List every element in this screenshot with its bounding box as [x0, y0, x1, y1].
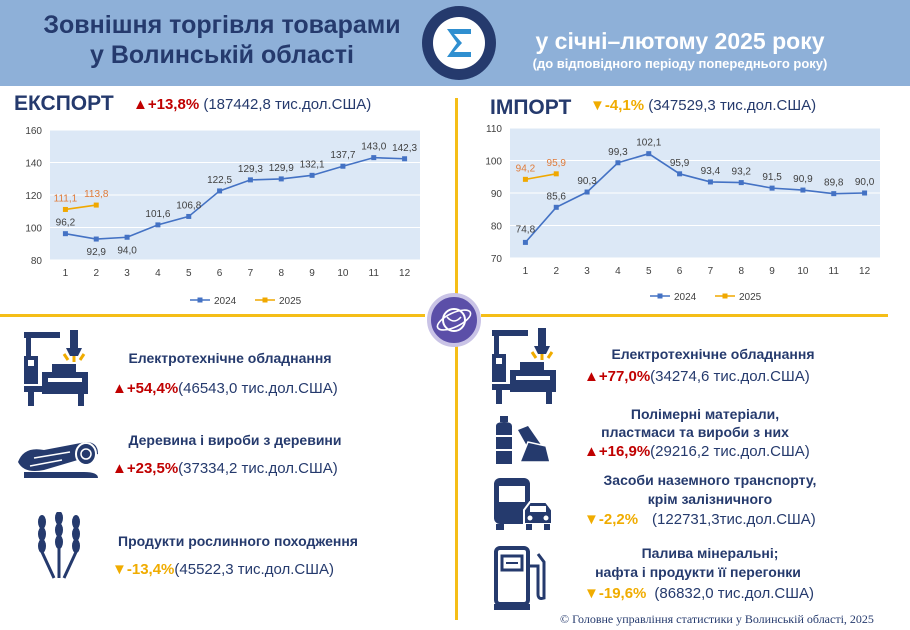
import-item-name [590, 491, 830, 507]
item-amount: (29216,2 тис.дол.США) [650, 443, 810, 460]
y-tick-label: 100 [485, 156, 502, 168]
item-name-line: нафта і продукти її перегонки [595, 564, 801, 580]
import-arrow: ▼ [590, 97, 605, 114]
item-amount: (37334,2 тис.дол.США) [178, 460, 338, 477]
legend-label: 2024 [674, 292, 697, 303]
x-tick-label: 6 [216, 268, 223, 279]
export-chart [10, 120, 430, 310]
data-point [708, 179, 713, 184]
export-item-name: Електротехнічне обладнання [128, 350, 332, 366]
import-item-value [584, 511, 816, 528]
item-change: -2,2% [598, 511, 639, 528]
data-point [186, 214, 191, 219]
x-tick-label: 6 [676, 266, 683, 277]
data-point [739, 180, 744, 185]
x-tick-label: 8 [738, 266, 745, 277]
item-amount: (122731,3тис.дол.США) [652, 511, 816, 528]
data-point [217, 188, 222, 193]
import-item-name [580, 406, 830, 422]
data-point [248, 177, 253, 182]
y-tick-label: 120 [25, 191, 42, 202]
x-tick-label: 7 [247, 268, 254, 279]
data-point [340, 164, 345, 169]
x-tick-label: 7 [707, 266, 714, 277]
legend-marker [658, 294, 663, 299]
machine-icon [18, 326, 94, 408]
down-arrow-icon: ▼ [584, 511, 599, 528]
legend-marker [723, 294, 728, 299]
x-tick-label: 8 [278, 268, 285, 279]
x-tick-label: 9 [309, 268, 315, 279]
item-name-line: пластмаси та вироби з них [601, 424, 789, 440]
import-title: ІМПОРТ [490, 96, 572, 119]
export-item-value [112, 380, 338, 397]
up-arrow-icon: ▲ [112, 460, 127, 477]
export-change: +13,8% [147, 96, 200, 113]
data-label: 129,9 [268, 162, 294, 174]
item-name-line: крім залізничного [647, 491, 773, 507]
import-item-name [588, 564, 808, 580]
legend-label: 2024 [214, 296, 237, 307]
export-title: ЕКСПОРТ [14, 92, 114, 115]
x-tick-label: 5 [645, 266, 652, 277]
y-tick-label: 70 [490, 254, 502, 265]
x-tick-label: 12 [399, 268, 411, 279]
data-point [800, 188, 805, 193]
import-item-name: Електротехнічне обладнання [611, 346, 815, 362]
item-change: +54,4% [126, 380, 179, 397]
down-arrow-icon: ▼ [584, 585, 599, 602]
globe-badge [427, 293, 481, 347]
data-point [125, 235, 130, 240]
data-point [585, 190, 590, 195]
item-name-line: Полімерні матеріали, [630, 406, 780, 422]
data-point [646, 151, 651, 156]
import-chart [470, 118, 890, 306]
data-point [279, 176, 284, 181]
export-item-value [112, 460, 338, 477]
import-summary [590, 97, 816, 114]
data-point [523, 240, 528, 245]
vertical-divider [455, 98, 458, 620]
x-tick-label: 9 [769, 266, 775, 277]
y-tick-label: 80 [490, 221, 502, 233]
period-note: (до відповідного періоду попереднього року) [532, 56, 828, 71]
import-item-name [590, 472, 830, 488]
item-change: +23,5% [126, 460, 179, 477]
data-label: 101,6 [145, 208, 171, 220]
data-label: 129,3 [237, 163, 263, 175]
data-label: 85,6 [546, 191, 566, 203]
export-value: (187442,8 тис.дол.США) [203, 96, 372, 113]
data-point [155, 222, 160, 227]
legend-marker [263, 298, 268, 303]
import-item-value [584, 368, 810, 385]
bottles-icon [492, 412, 552, 468]
data-point [615, 160, 620, 165]
y-tick-label: 110 [486, 124, 502, 135]
import-value: (347529,3 тис.дол.США) [648, 97, 817, 114]
data-label: 91,5 [762, 172, 782, 184]
x-tick-label: 5 [185, 268, 192, 279]
data-label: 132,1 [299, 159, 325, 171]
data-point [554, 205, 559, 210]
data-label: 95,9 [669, 157, 690, 169]
export-item-value [112, 561, 334, 578]
data-label: 95,9 [546, 157, 566, 169]
data-label: 90,9 [793, 174, 813, 186]
data-label: 93,4 [700, 165, 721, 177]
data-point [862, 191, 867, 196]
x-tick-label: 4 [615, 266, 621, 277]
export-item-name: Деревина і вироби з деревини [128, 432, 342, 448]
period-title: у січні–лютому 2025 року [535, 28, 825, 54]
y-tick-label: 160 [25, 126, 42, 137]
footer-credit: © Головне управління статистики у Волинській області, 2025 [560, 612, 874, 626]
item-change: +16,9% [598, 443, 651, 460]
data-point [770, 186, 775, 191]
x-tick-label: 4 [155, 268, 161, 279]
data-point [677, 171, 682, 176]
data-label: 142,3 [392, 142, 418, 154]
export-arrow: ▲ [133, 96, 148, 113]
export-summary [133, 96, 371, 113]
machine-icon [486, 324, 562, 406]
data-point [523, 177, 528, 182]
bus-car-icon [490, 476, 556, 532]
import-item-value [584, 443, 810, 460]
data-point [554, 171, 559, 176]
data-label: 94,0 [117, 245, 137, 257]
x-tick-label: 10 [337, 268, 349, 279]
export-item-name: Продукти рослинного походження [118, 533, 358, 549]
data-label: 122,5 [207, 174, 233, 186]
data-label: 106,8 [176, 200, 202, 212]
data-label: 137,7 [330, 150, 356, 162]
item-name-line: Палива мінеральні; [641, 545, 779, 561]
item-name-line: Засоби наземного транспорту, [603, 472, 817, 488]
x-tick-label: 1 [62, 268, 69, 279]
item-amount: (86832,0 тис.дол.США) [654, 585, 814, 602]
up-arrow-icon: ▲ [584, 443, 599, 460]
data-point [831, 191, 836, 196]
legend-label: 2025 [279, 296, 302, 307]
page-title: Зовнішня торгівля товарами у Волинській області [43, 11, 401, 69]
y-tick-label: 80 [30, 256, 42, 267]
x-tick-label: 2 [93, 268, 100, 279]
item-change: -19,6% [598, 585, 647, 602]
x-tick-label: 3 [124, 268, 130, 279]
item-change: +77,0% [598, 368, 651, 385]
data-label: 96,2 [55, 217, 76, 229]
data-label: 74,8 [515, 224, 536, 236]
data-label: 94,2 [515, 163, 536, 175]
wheat-icon [24, 512, 94, 580]
x-tick-label: 2 [553, 266, 560, 277]
import-item-name [600, 545, 820, 561]
y-tick-label: 100 [25, 223, 42, 235]
up-arrow-icon: ▲ [112, 380, 127, 397]
up-arrow-icon: ▲ [584, 368, 599, 385]
data-label: 111,1 [53, 193, 78, 205]
item-amount: (45522,3 тис.дол.США) [174, 561, 334, 578]
data-label: 90,3 [577, 176, 597, 188]
globe-icon [431, 297, 477, 343]
item-amount: (34274,6 тис.дол.США) [650, 368, 810, 385]
horizontal-divider-right [481, 314, 888, 317]
x-tick-label: 12 [859, 266, 871, 277]
data-label: 90,0 [854, 177, 875, 188]
x-tick-label: 1 [522, 266, 529, 277]
legend-marker [198, 298, 203, 303]
data-point [371, 155, 376, 160]
data-label: 89,8 [824, 177, 844, 189]
data-label: 92,9 [86, 247, 106, 259]
logs-icon [14, 432, 102, 480]
data-label: 93,2 [731, 166, 751, 178]
data-label: 113,8 [84, 189, 109, 201]
data-point [402, 156, 407, 161]
data-point [63, 231, 68, 236]
data-label: 143,0 [361, 141, 387, 153]
data-point [94, 203, 99, 208]
x-tick-label: 10 [797, 266, 809, 277]
data-label: 102,1 [636, 137, 662, 149]
x-tick-label: 3 [584, 266, 590, 277]
y-tick-label: 140 [25, 158, 42, 170]
item-amount: (46543,0 тис.дол.США) [178, 380, 338, 397]
fuel-pump-icon [492, 544, 552, 612]
data-label: 99,3 [608, 146, 628, 158]
horizontal-divider-left [0, 314, 425, 317]
import-item-value [584, 585, 814, 602]
x-tick-label: 11 [368, 268, 379, 279]
down-arrow-icon: ▼ [112, 561, 127, 578]
x-tick-label: 11 [828, 266, 839, 277]
data-point [94, 237, 99, 242]
legend-label: 2025 [739, 292, 762, 303]
y-tick-label: 90 [490, 189, 502, 200]
data-point [310, 173, 315, 178]
derzhstat-logo [420, 4, 498, 82]
data-point [63, 207, 68, 212]
import-change: -4,1% [604, 97, 645, 114]
item-change: -13,4% [126, 561, 175, 578]
import-item-name [580, 424, 810, 440]
